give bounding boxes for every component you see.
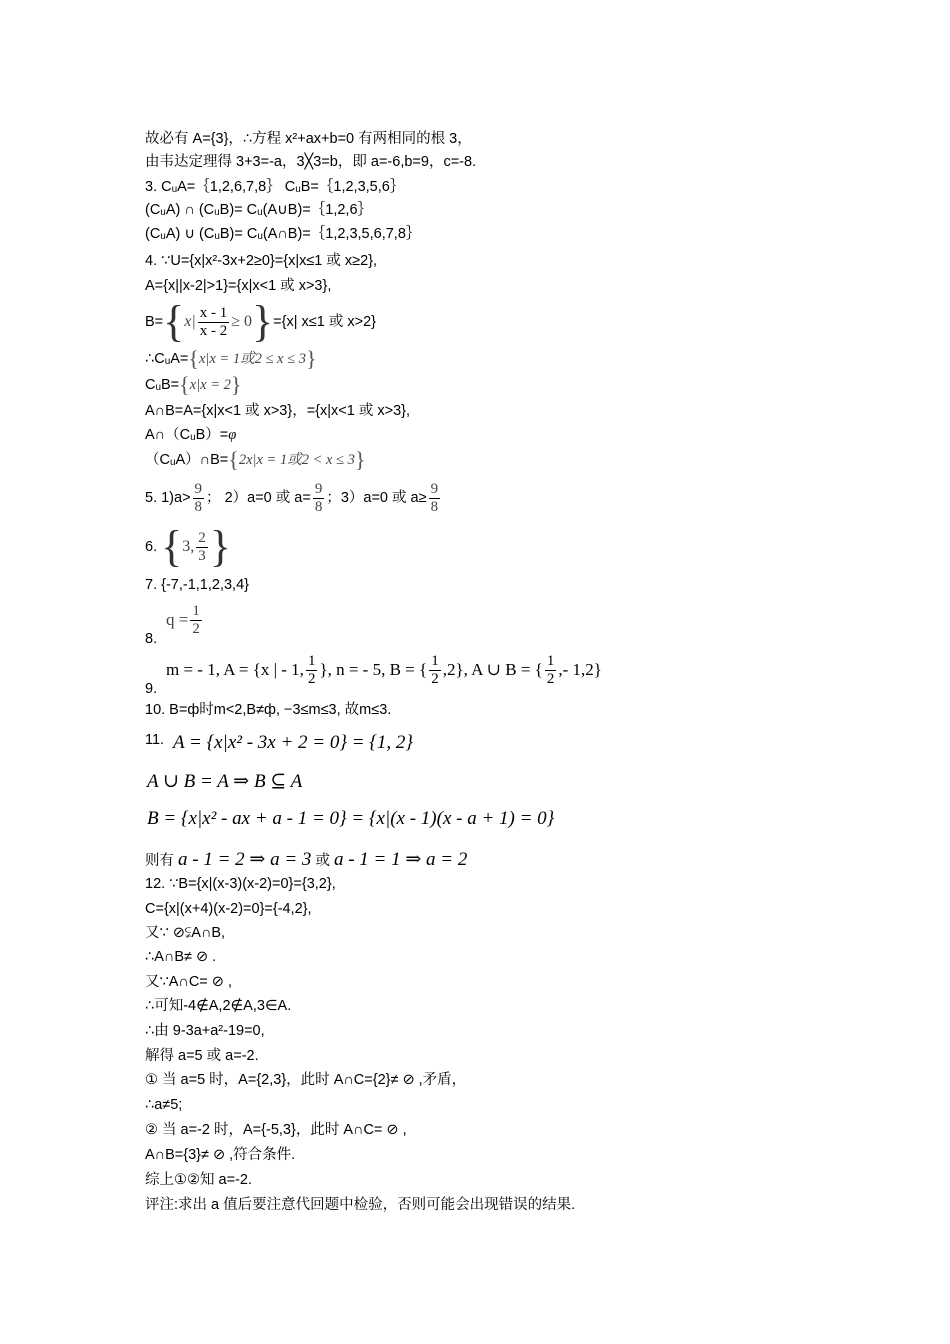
left-brace-icon: { [161,522,183,571]
text-line: 7. {-7,-1,1,2,3,4} [145,577,249,593]
math-expression: ,2}, A ∪ B = { [442,660,543,679]
fraction-denominator: 2 [546,670,555,687]
math-expression: A ∪ B = A ⇒ B ⊆ A [147,771,303,792]
text-line: 9. [145,681,158,697]
math-expression: a - 1 = 1 ⇒ a = 2 [333,849,468,870]
right-brace-icon: } [252,297,274,346]
set-element: 3, [182,538,195,555]
text-line [145,372,242,398]
text-fragment: 或 [315,853,330,869]
text-line: 11. [145,732,165,748]
right-brace-icon: } [354,447,366,473]
text-line: 4. ∵U={x|x²-3x+2≥0}={x|x≤1 或 x≥2}, [145,253,378,269]
text-line: 由韦达定理得 3+3=-a，3╳3=b，即 a=-6,b=9，c=-8. [145,154,477,170]
text-line: ∴可知-4∉A,2∉A,3∈A. [145,998,292,1014]
fraction [429,653,441,688]
fraction [193,481,205,516]
text-line: ∴由 9-3a+a²-19=0, [145,1023,265,1039]
text-line: 故必有 A={3}，∴方程 x²+ax+b=0 有两相同的根 3， [145,131,472,147]
math-expression: q = [166,610,189,629]
fraction-denominator: 2 [307,670,316,687]
text-line: 12. ∵B={x|(x-3)(x-2)=0}={3,2}, [145,876,336,892]
text-line: ∴a≠5; [145,1097,183,1113]
answer-8-math [166,650,602,690]
text-line [145,447,366,473]
set-content: x|x = 1或2 ≤ x ≤ 3 [198,351,306,367]
math-expression: A = {x|x² - 3x + 2 = 0} = {1, 2} [173,732,413,753]
right-brace-icon: } [209,522,231,571]
text-fragment: （CᵤA）∩B= [145,452,229,468]
answer-6-line [145,524,231,570]
fraction-numerator: 2 [198,529,206,546]
empty-set-symbol: φ [228,427,237,443]
set-condition: ≥ 0 [231,313,253,330]
left-brace-icon: { [179,372,190,398]
text-fragment: A∩（CᵤB）= [145,427,229,443]
text-line: 综上①②知 a=-2. [145,1172,252,1188]
fraction [190,603,202,638]
set-variable: x| [184,313,196,330]
fraction-numerator: x - 1 [199,304,228,321]
text-line: (CᵤA) ∪ (CᵤB)= Cᵤ(A∩B)=｛1,2,3,5,6,7,8｝ [145,226,421,242]
fraction-numerator: 9 [314,480,323,497]
fraction-denominator: 2 [192,620,200,637]
fraction [198,305,230,340]
text-fragment: 则有 [145,853,174,869]
text-fragment: B= [145,314,164,330]
text-line: 10. B=ф时m<2,B≠ф, −3≤m≤3, 故m≤3. [145,702,392,718]
fraction-numerator: 1 [431,652,439,669]
text-fragment: 5. 1)a> [145,490,191,506]
text-fragment: ；3）a=0 或 a≥ [326,490,427,506]
answer-5-line [145,476,442,520]
text-line: 又∵A∩C= ⊘ , [145,974,232,990]
set-b-line [145,297,376,346]
left-brace-icon: { [188,346,199,372]
math-expression: B = {x|x² - ax + a - 1 = 0} = {x|(x - 1)(x - a + 1) = 0} [147,808,555,829]
fraction [196,530,208,565]
text-line: 评注:求出 a 值后要注意代回题中检验，否则可能会出现错误的结果. [145,1197,576,1213]
text-line: 解得 a=5 或 a=-2. [145,1048,259,1064]
text-line: 3. CᵤA=｛1,2,6,7,8｝ CᵤB=｛1,2,3,5,6｝ [145,179,405,195]
fraction [306,653,318,688]
fraction-numerator: 1 [546,652,555,669]
text-line [145,426,236,444]
fraction [313,481,325,516]
left-brace-icon: { [163,297,185,346]
math-expression: a - 1 = 2 ⇒ a = 3 [178,849,312,870]
fraction-numerator: 9 [430,480,439,497]
fraction-numerator: 1 [192,602,200,619]
text-line: A∩B=A={x|x<1 或 x>3}，={x|x<1 或 x>3}, [145,403,411,419]
math-expression: m = - 1, A = {x | - 1, [166,660,304,679]
text-line: (CᵤA) ∩ (CᵤB)= Cᵤ(A∪B)=｛1,2,6｝ [145,202,373,218]
fraction-denominator: 2 [431,670,439,687]
text-fragment: ∴CᵤA= [145,351,189,367]
text-line [145,849,467,872]
text-fragment: CᵤB= [145,377,180,393]
right-brace-icon: } [305,346,317,372]
text-line: C={x|(x+4)(x-2)=0}={-4,2}, [145,901,312,917]
fraction-denominator: 3 [198,547,206,564]
answer-7-math [166,600,204,640]
fraction-denominator: 8 [430,498,439,515]
fraction-numerator: 9 [194,480,203,497]
math-expression: }, n = - 5, B = { [319,660,428,679]
text-line: 又∵ ⊘⫋A∩B, [145,925,226,941]
right-brace-icon: } [230,372,242,398]
text-line: 8. [145,631,158,647]
fraction-denominator: 8 [194,498,203,515]
fraction-denominator: 8 [314,498,323,515]
fraction [545,653,557,688]
math-expression: ,- 1,2} [558,660,602,679]
fraction-numerator: 1 [307,652,316,669]
text-line: A={x||x-2|>1}={x|x<1 或 x>3}, [145,278,332,294]
text-line [145,346,317,372]
set-content: 2x|x = 1或2 < x ≤ 3 [238,452,355,468]
text-fragment: 6. [145,539,158,555]
set-content: x|x = 2 [189,377,231,393]
text-line: A∩B={3}≠ ⊘ ,符合条件. [145,1147,296,1163]
text-fragment: ； 2）a=0 或 a= [206,490,311,506]
text-line: ∴A∩B≠ ⊘ . [145,949,217,965]
left-brace-icon: { [228,447,239,473]
fraction-denominator: x - 2 [199,322,228,339]
fraction [429,481,441,516]
text-line: ② 当 a=-2 时，A={-5,3}，此时 A∩C= ⊘ , [145,1122,407,1138]
text-fragment: ={x| x≤1 或 x>2} [273,314,376,330]
text-line: ① 当 a=5 时，A={2,3}，此时 A∩C={2}≠ ⊘ ,矛盾， [145,1072,467,1088]
